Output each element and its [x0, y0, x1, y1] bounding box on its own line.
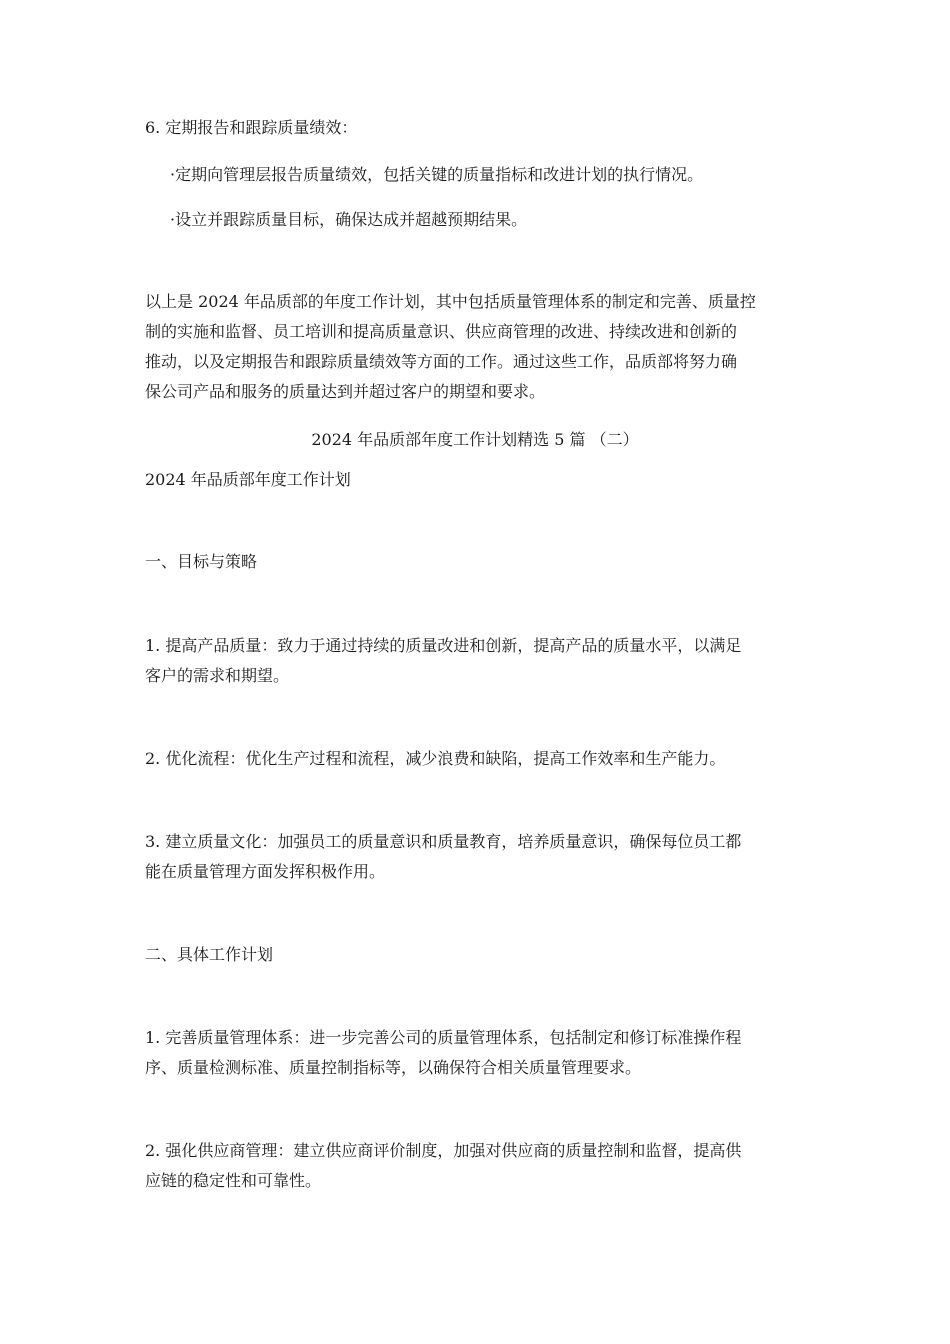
- section-2-heading: 二、具体工作计划: [145, 945, 274, 964]
- section-6-item-1: ·定期向管理层报告质量绩效，包括关键的质量指标和改进计划的执行情况。: [170, 165, 704, 184]
- section-6-heading: 6. 定期报告和跟踪质量绩效：: [145, 118, 358, 137]
- summary-line-3: 推动，以及定期报告和跟踪质量绩效等方面的工作。通过这些工作，品质部将努力确: [145, 352, 738, 371]
- plan-2-line-2: 应链的稳定性和可靠性。: [145, 1171, 322, 1190]
- summary-line-2: 制的实施和监督、员工培训和提高质量意识、供应商管理的改进、持续改进和创新的: [145, 322, 738, 341]
- summary-line-4: 保公司产品和服务的质量达到并超过客户的期望和要求。: [145, 382, 546, 401]
- plan-2-line-1: 2. 强化供应商管理：建立供应商评价制度，加强对供应商的质量控制和监督，提高供: [145, 1141, 742, 1160]
- goal-1-line-2: 客户的需求和期望。: [145, 666, 290, 685]
- section-1-heading: 一、目标与策略: [145, 552, 258, 571]
- plan-1-line-2: 序、质量检测标准、质量控制指标等，以确保符合相关质量管理要求。: [145, 1058, 642, 1077]
- part-2-title: 2024 年品质部年度工作计划精选 5 篇 （二）: [311, 430, 639, 449]
- section-6-item-2: ·设立并跟踪质量目标，确保达成并超越预期结果。: [170, 210, 528, 229]
- goal-1-line-1: 1. 提高产品质量：致力于通过持续的质量改进和创新，提高产品的质量水平，以满足: [145, 636, 742, 655]
- plan-title: 2024 年品质部年度工作计划: [145, 470, 351, 489]
- summary-line-1: 以上是 2024 年品质部的年度工作计划，其中包括质量管理体系的制定和完善、质量控: [145, 292, 756, 311]
- goal-3-line-2: 能在质量管理方面发挥积极作用。: [145, 862, 386, 881]
- goal-3-line-1: 3. 建立质量文化：加强员工的质量意识和质量教育，培养质量意识，确保每位员工都: [145, 832, 742, 851]
- plan-1-line-1: 1. 完善质量管理体系：进一步完善公司的质量管理体系，包括制定和修订标准操作程: [145, 1028, 742, 1047]
- goal-2: 2. 优化流程：优化生产过程和流程，减少浪费和缺陷，提高工作效率和生产能力。: [145, 749, 726, 768]
